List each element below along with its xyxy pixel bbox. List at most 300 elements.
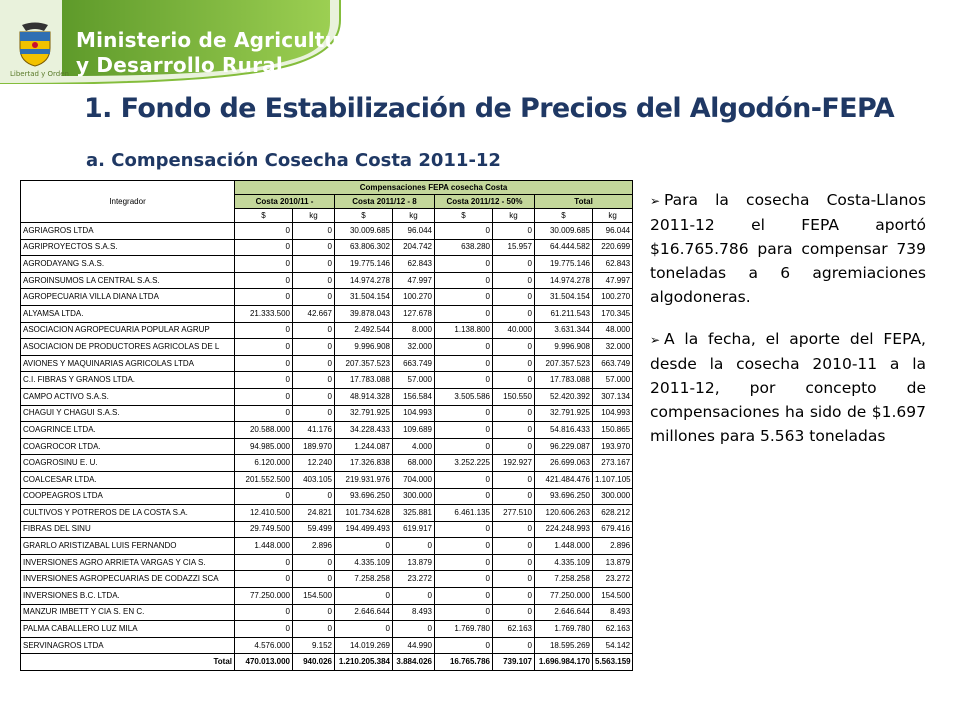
table-cell: 96.044 — [593, 223, 633, 240]
table-cell: 663.749 — [393, 355, 435, 372]
table-cell: 19.775.146 — [535, 256, 593, 273]
table-cell: 663.749 — [593, 355, 633, 372]
table-cell: 170.345 — [593, 305, 633, 322]
table-cell: 189.970 — [293, 438, 335, 455]
table-row — [21, 388, 633, 405]
integrador-name: AGRIAGROS LTDA — [21, 223, 235, 240]
table-cell: 0 — [435, 405, 493, 422]
table-cell: 0 — [493, 289, 535, 306]
table-cell: 0 — [493, 521, 535, 538]
unit-header: kg — [593, 209, 633, 223]
table-cell: 704.000 — [393, 471, 435, 488]
table-cell: 1.448.000 — [235, 538, 293, 555]
page-title: 1. Fondo de Estabilización de Precios del Algodón-FEPA — [84, 93, 895, 124]
table-cell: 96.044 — [393, 223, 435, 240]
table-cell: 52.420.392 — [535, 388, 593, 405]
table-cell: 48.914.328 — [335, 388, 393, 405]
table-cell: 403.105 — [293, 471, 335, 488]
table-cell: 0 — [493, 538, 535, 555]
table-row — [21, 471, 633, 488]
unit-header: kg — [393, 209, 435, 223]
table-cell: 0 — [435, 223, 493, 240]
table-cell: 0 — [293, 355, 335, 372]
table-cell: 224.248.993 — [535, 521, 593, 538]
table-cell: 14.974.278 — [535, 272, 593, 289]
table-cell: 0 — [435, 289, 493, 306]
table-cell: 0 — [293, 388, 335, 405]
table-cell: 0 — [493, 355, 535, 372]
table-cell: 30.009.685 — [335, 223, 393, 240]
table-cell: 57.000 — [393, 372, 435, 389]
table-row — [21, 571, 633, 588]
table-cell: 0 — [493, 372, 535, 389]
table-cell: 3.505.586 — [435, 388, 493, 405]
table-cell: 1.769.780 — [435, 621, 493, 638]
table-cell: 0 — [493, 571, 535, 588]
unit-header: kg — [293, 209, 335, 223]
table-cell: 0 — [235, 256, 293, 273]
table-row — [21, 305, 633, 322]
table-cell: 421.484.476 — [535, 471, 593, 488]
table-cell: 739.107 — [493, 654, 535, 671]
table-cell: 0 — [493, 305, 535, 322]
table-cell: 3.631.344 — [535, 322, 593, 339]
integrador-name: COALCESAR LTDA. — [21, 471, 235, 488]
table-cell: 14.019.269 — [335, 637, 393, 654]
table-cell: 42.667 — [293, 305, 335, 322]
table-row — [21, 637, 633, 654]
table-cell: 9.996.908 — [335, 339, 393, 356]
table-row — [21, 289, 633, 306]
table-cell: 4.576.000 — [235, 637, 293, 654]
table-cell: 0 — [293, 289, 335, 306]
table-cell: 120.606.263 — [535, 505, 593, 522]
table-cell: 31.504.154 — [335, 289, 393, 306]
table-cell: 1.448.000 — [535, 538, 593, 555]
table-cell: 0 — [293, 604, 335, 621]
table-cell: 1.769.780 — [535, 621, 593, 638]
bullet-text: Para la cosecha Costa-Llanos 2011-12 el FEPA aportó $16.765.786 para compensar 739 toneladas a 6 agremiaciones algodoneras. — [650, 191, 926, 306]
table-row — [21, 554, 633, 571]
table-cell: 17.326.838 — [335, 455, 393, 472]
table-cell: 0 — [435, 339, 493, 356]
table-cell: 1.244.087 — [335, 438, 393, 455]
integrador-name: CHAGUI Y CHAGUI S.A.S. — [21, 405, 235, 422]
table-cell: 1.210.205.384 — [335, 654, 393, 671]
table-cell: 0 — [235, 239, 293, 256]
table-cell: 0 — [235, 571, 293, 588]
integrador-name: COOPEAGROS LTDA — [21, 488, 235, 505]
total-label: Total — [21, 654, 235, 671]
integrador-name: INVERSIONES B.C. LTDA. — [21, 588, 235, 605]
table-cell: 0 — [435, 521, 493, 538]
table-cell: 0 — [493, 405, 535, 422]
integrador-name: AGROINSUMOS LA CENTRAL S.A.S. — [21, 272, 235, 289]
table-cell: 4.000 — [393, 438, 435, 455]
table-cell: 32.000 — [393, 339, 435, 356]
table-cell: 94.985.000 — [235, 438, 293, 455]
table-cell: 204.742 — [393, 239, 435, 256]
table-cell: 12.240 — [293, 455, 335, 472]
table-cell: 44.990 — [393, 637, 435, 654]
period-header: Costa 2011/12 - 50% — [435, 195, 535, 209]
table-cell: 2.492.544 — [335, 322, 393, 339]
table-cell: 638.280 — [435, 239, 493, 256]
table-cell: 77.250.000 — [535, 588, 593, 605]
compensation-table — [20, 180, 633, 671]
table-row — [21, 355, 633, 372]
integrador-name: AVIONES Y MAQUINARIAS AGRICOLAS LTDA — [21, 355, 235, 372]
table-cell: 8.000 — [393, 322, 435, 339]
table-cell: 2.896 — [593, 538, 633, 555]
total-row — [21, 654, 633, 671]
table-cell: 8.493 — [593, 604, 633, 621]
table-cell: 193.970 — [593, 438, 633, 455]
table-cell: 0 — [435, 471, 493, 488]
table-cell: 0 — [493, 471, 535, 488]
table-cell: 34.228.433 — [335, 422, 393, 439]
integrador-name: ASOCIACION DE PRODUCTORES AGRICOLAS DE L — [21, 339, 235, 356]
table-cell: 13.879 — [593, 554, 633, 571]
table-cell: 23.272 — [393, 571, 435, 588]
integrador-name: ASOCIACION AGROPECUARIA POPULAR AGRUP — [21, 322, 235, 339]
table-cell: 0 — [493, 488, 535, 505]
table-cell: 19.775.146 — [335, 256, 393, 273]
table-cell: 0 — [393, 588, 435, 605]
table-cell: 192.927 — [493, 455, 535, 472]
table-cell: 8.493 — [393, 604, 435, 621]
table-cell: 29.749.500 — [235, 521, 293, 538]
table-cell: 17.783.088 — [335, 372, 393, 389]
integrador-name: C.I. FIBRAS Y GRANOS LTDA. — [21, 372, 235, 389]
table-cell: 0 — [235, 272, 293, 289]
table-cell: 62.843 — [393, 256, 435, 273]
table-row — [21, 505, 633, 522]
integrador-name: PALMA CABALLERO LUZ MILA — [21, 621, 235, 638]
table-cell: 0 — [393, 538, 435, 555]
table-cell: 0 — [335, 621, 393, 638]
motto: Libertad y Orden — [10, 70, 69, 78]
table-row — [21, 256, 633, 273]
table-cell: 0 — [493, 256, 535, 273]
table-cell: 325.881 — [393, 505, 435, 522]
table-cell: 59.499 — [293, 521, 335, 538]
unit-header: $ — [535, 209, 593, 223]
table-cell: 0 — [493, 438, 535, 455]
table-cell: 0 — [293, 339, 335, 356]
table-cell: 628.212 — [593, 505, 633, 522]
table-cell: 619.917 — [393, 521, 435, 538]
table-cell: 2.896 — [293, 538, 335, 555]
table-cell: 54.816.433 — [535, 422, 593, 439]
integrador-name: MANZUR IMBETT Y CIA S. EN C. — [21, 604, 235, 621]
table-cell: 0 — [235, 554, 293, 571]
unit-header: kg — [493, 209, 535, 223]
table-cell: 0 — [235, 372, 293, 389]
integrador-name: SERVINAGROS LTDA — [21, 637, 235, 654]
table-cell: 940.026 — [293, 654, 335, 671]
table-cell: 40.000 — [493, 322, 535, 339]
table-cell: 15.957 — [493, 239, 535, 256]
table-cell: 26.699.063 — [535, 455, 593, 472]
table-cell: 68.000 — [393, 455, 435, 472]
period-header: Costa 2011/12 - 8 — [335, 195, 435, 209]
integrador-name: COAGROSINU E. U. — [21, 455, 235, 472]
table-cell: 0 — [235, 405, 293, 422]
table-cell: 1.138.800 — [435, 322, 493, 339]
table-cell: 0 — [493, 637, 535, 654]
table-cell: 9.996.908 — [535, 339, 593, 356]
table-cell: 0 — [435, 355, 493, 372]
integrador-name: CAMPO ACTIVO S.A.S. — [21, 388, 235, 405]
table-cell: 156.584 — [393, 388, 435, 405]
table-cell: 93.696.250 — [335, 488, 393, 505]
summary-bullet — [650, 327, 926, 448]
table-cell: 48.000 — [593, 322, 633, 339]
table-cell: 0 — [435, 637, 493, 654]
table-cell: 0 — [235, 339, 293, 356]
table-cell: 62.843 — [593, 256, 633, 273]
table-cell: 0 — [493, 604, 535, 621]
group-header-row — [21, 181, 633, 195]
table-cell: 0 — [435, 538, 493, 555]
arrow-bullet-icon: ➢ — [650, 194, 661, 208]
table-cell: 0 — [235, 604, 293, 621]
table-cell: 0 — [293, 239, 335, 256]
integrador-name: INVERSIONES AGRO ARRIETA VARGAS Y CIA S. — [21, 554, 235, 571]
integrador-name: AGRIPROYECTOS S.A.S. — [21, 239, 235, 256]
table-cell: 100.270 — [593, 289, 633, 306]
table-row — [21, 372, 633, 389]
table-cell: 0 — [493, 422, 535, 439]
table-cell: 54.142 — [593, 637, 633, 654]
table-cell: 4.335.109 — [335, 554, 393, 571]
ministry-name-line2: y Desarrollo Rural — [76, 53, 283, 77]
integrador-name: GRARLO ARISTIZABAL LUIS FERNANDO — [21, 538, 235, 555]
coat-of-arms-icon — [14, 22, 56, 68]
table-cell: 0 — [435, 372, 493, 389]
unit-header: $ — [435, 209, 493, 223]
table-cell: 201.552.500 — [235, 471, 293, 488]
summary-bullets — [650, 188, 926, 466]
table-cell: 679.416 — [593, 521, 633, 538]
table-cell: 101.734.628 — [335, 505, 393, 522]
ministry-header — [0, 0, 960, 84]
table-cell: 23.272 — [593, 571, 633, 588]
table-cell: 93.696.250 — [535, 488, 593, 505]
unit-header: $ — [235, 209, 293, 223]
table-cell: 41.176 — [293, 422, 335, 439]
table-cell: 0 — [435, 571, 493, 588]
table-cell: 0 — [293, 621, 335, 638]
table-row — [21, 455, 633, 472]
table-cell: 96.229.087 — [535, 438, 593, 455]
table-cell: 2.646.644 — [335, 604, 393, 621]
table-cell: 6.120.000 — [235, 455, 293, 472]
table-cell: 13.879 — [393, 554, 435, 571]
table-cell: 47.997 — [393, 272, 435, 289]
table-cell: 3.252.225 — [435, 455, 493, 472]
table-cell: 0 — [493, 554, 535, 571]
table-cell: 0 — [335, 538, 393, 555]
table-cell: 0 — [235, 621, 293, 638]
integrador-name: COAGRINCE LTDA. — [21, 422, 235, 439]
table-cell: 220.699 — [593, 239, 633, 256]
table-cell: 150.550 — [493, 388, 535, 405]
table-cell: 3.884.026 — [393, 654, 435, 671]
integrador-name: ALYAMSA LTDA. — [21, 305, 235, 322]
table-cell: 207.357.523 — [535, 355, 593, 372]
table-cell: 0 — [235, 289, 293, 306]
table-cell: 0 — [435, 488, 493, 505]
table-row — [21, 438, 633, 455]
table-cell: 273.167 — [593, 455, 633, 472]
table-cell: 104.993 — [393, 405, 435, 422]
table-cell: 0 — [435, 604, 493, 621]
table-cell: 32.791.925 — [335, 405, 393, 422]
table-cell: 100.270 — [393, 289, 435, 306]
table-cell: 0 — [335, 588, 393, 605]
ministry-name-line1: Ministerio de Agricultura — [76, 28, 363, 52]
table-cell: 30.009.685 — [535, 223, 593, 240]
table-cell: 154.500 — [593, 588, 633, 605]
table-cell: 62.163 — [493, 621, 535, 638]
table-cell: 277.510 — [493, 505, 535, 522]
table-row — [21, 272, 633, 289]
arrow-bullet-icon: ➢ — [650, 333, 661, 347]
table-cell: 61.211.543 — [535, 305, 593, 322]
table-cell: 0 — [493, 272, 535, 289]
table-cell: 0 — [235, 223, 293, 240]
table-cell: 0 — [293, 488, 335, 505]
table-cell: 17.783.088 — [535, 372, 593, 389]
table-body — [21, 181, 633, 671]
table-cell: 104.993 — [593, 405, 633, 422]
integrador-name: FIBRAS DEL SINU — [21, 521, 235, 538]
table-cell: 57.000 — [593, 372, 633, 389]
table-cell: 0 — [293, 405, 335, 422]
table-cell: 6.461.135 — [435, 505, 493, 522]
table-cell: 32.791.925 — [535, 405, 593, 422]
integrador-name: CULTIVOS Y POTREROS DE LA COSTA S.A. — [21, 505, 235, 522]
table-cell: 77.250.000 — [235, 588, 293, 605]
table-cell: 0 — [435, 438, 493, 455]
table-row — [21, 621, 633, 638]
table-cell: 0 — [293, 272, 335, 289]
table-row — [21, 405, 633, 422]
table-cell: 5.563.159 — [593, 654, 633, 671]
table-cell: 0 — [493, 223, 535, 240]
unit-header: $ — [335, 209, 393, 223]
table-cell: 0 — [293, 223, 335, 240]
group-header: Compensaciones FEPA cosecha Costa — [235, 181, 633, 195]
table-cell: 4.335.109 — [535, 554, 593, 571]
table-cell: 300.000 — [593, 488, 633, 505]
table-cell: 16.765.786 — [435, 654, 493, 671]
period-header: Costa 2010/11 - — [235, 195, 335, 209]
table-cell: 18.595.269 — [535, 637, 593, 654]
table-row — [21, 588, 633, 605]
table-cell: 207.357.523 — [335, 355, 393, 372]
table-cell: 14.974.278 — [335, 272, 393, 289]
section-subtitle: a. Compensación Cosecha Costa 2011-12 — [86, 150, 501, 171]
table-cell: 0 — [293, 571, 335, 588]
table-row — [21, 422, 633, 439]
table-cell: 300.000 — [393, 488, 435, 505]
table-cell: 62.163 — [593, 621, 633, 638]
table-row — [21, 538, 633, 555]
table-cell: 0 — [235, 355, 293, 372]
table-cell: 12.410.500 — [235, 505, 293, 522]
table-cell: 0 — [293, 372, 335, 389]
period-header: Total — [535, 195, 633, 209]
summary-bullet — [650, 188, 926, 309]
table-cell: 1.107.105 — [593, 471, 633, 488]
integrador-name: COAGROCOR LTDA. — [21, 438, 235, 455]
table-row — [21, 488, 633, 505]
table-cell: 2.646.644 — [535, 604, 593, 621]
integrador-name: AGROPECUARIA VILLA DIANA LTDA — [21, 289, 235, 306]
table-row — [21, 339, 633, 356]
table-cell: 150.865 — [593, 422, 633, 439]
table-cell: 0 — [435, 305, 493, 322]
table-cell: 39.878.043 — [335, 305, 393, 322]
table-cell: 154.500 — [293, 588, 335, 605]
table-cell: 109.689 — [393, 422, 435, 439]
table-row — [21, 521, 633, 538]
table-cell: 127.678 — [393, 305, 435, 322]
table-cell: 0 — [293, 322, 335, 339]
table-cell: 0 — [435, 422, 493, 439]
table-row — [21, 223, 633, 240]
table-cell: 0 — [293, 256, 335, 273]
table-cell: 63.806.302 — [335, 239, 393, 256]
table-cell: 47.997 — [593, 272, 633, 289]
table-cell: 1.696.984.170 — [535, 654, 593, 671]
table-cell: 7.258.258 — [535, 571, 593, 588]
table-cell: 31.504.154 — [535, 289, 593, 306]
table-cell: 0 — [435, 272, 493, 289]
ministry-name — [76, 28, 363, 78]
table-cell: 307.134 — [593, 388, 633, 405]
table-cell: 9.152 — [293, 637, 335, 654]
table-cell: 0 — [235, 488, 293, 505]
table-cell: 219.931.976 — [335, 471, 393, 488]
table-cell: 32.000 — [593, 339, 633, 356]
table-cell: 470.013.000 — [235, 654, 293, 671]
bullet-text: A la fecha, el aporte del FEPA, desde la cosecha 2010-11 a la 2011-12, por concepto de compensaciones ha sido de $1.697 millones para 5.563 toneladas — [650, 330, 926, 445]
table-cell: 20.588.000 — [235, 422, 293, 439]
table-cell: 0 — [235, 322, 293, 339]
integrador-name: AGRODAYANG S.A.S. — [21, 256, 235, 273]
table-row — [21, 239, 633, 256]
table-row — [21, 322, 633, 339]
integrador-name: INVERSIONES AGROPECUARIAS DE CODAZZI SCA — [21, 571, 235, 588]
integrador-header: Integrador — [21, 181, 235, 223]
table-cell: 7.258.258 — [335, 571, 393, 588]
table-cell: 0 — [493, 588, 535, 605]
table-cell: 0 — [493, 339, 535, 356]
table-cell: 64.444.582 — [535, 239, 593, 256]
table-cell: 0 — [435, 554, 493, 571]
table-cell: 194.499.493 — [335, 521, 393, 538]
table-cell: 24.821 — [293, 505, 335, 522]
table-cell: 21.333.500 — [235, 305, 293, 322]
table-cell: 0 — [393, 621, 435, 638]
table-cell: 0 — [435, 588, 493, 605]
table-cell: 0 — [235, 388, 293, 405]
table-row — [21, 604, 633, 621]
